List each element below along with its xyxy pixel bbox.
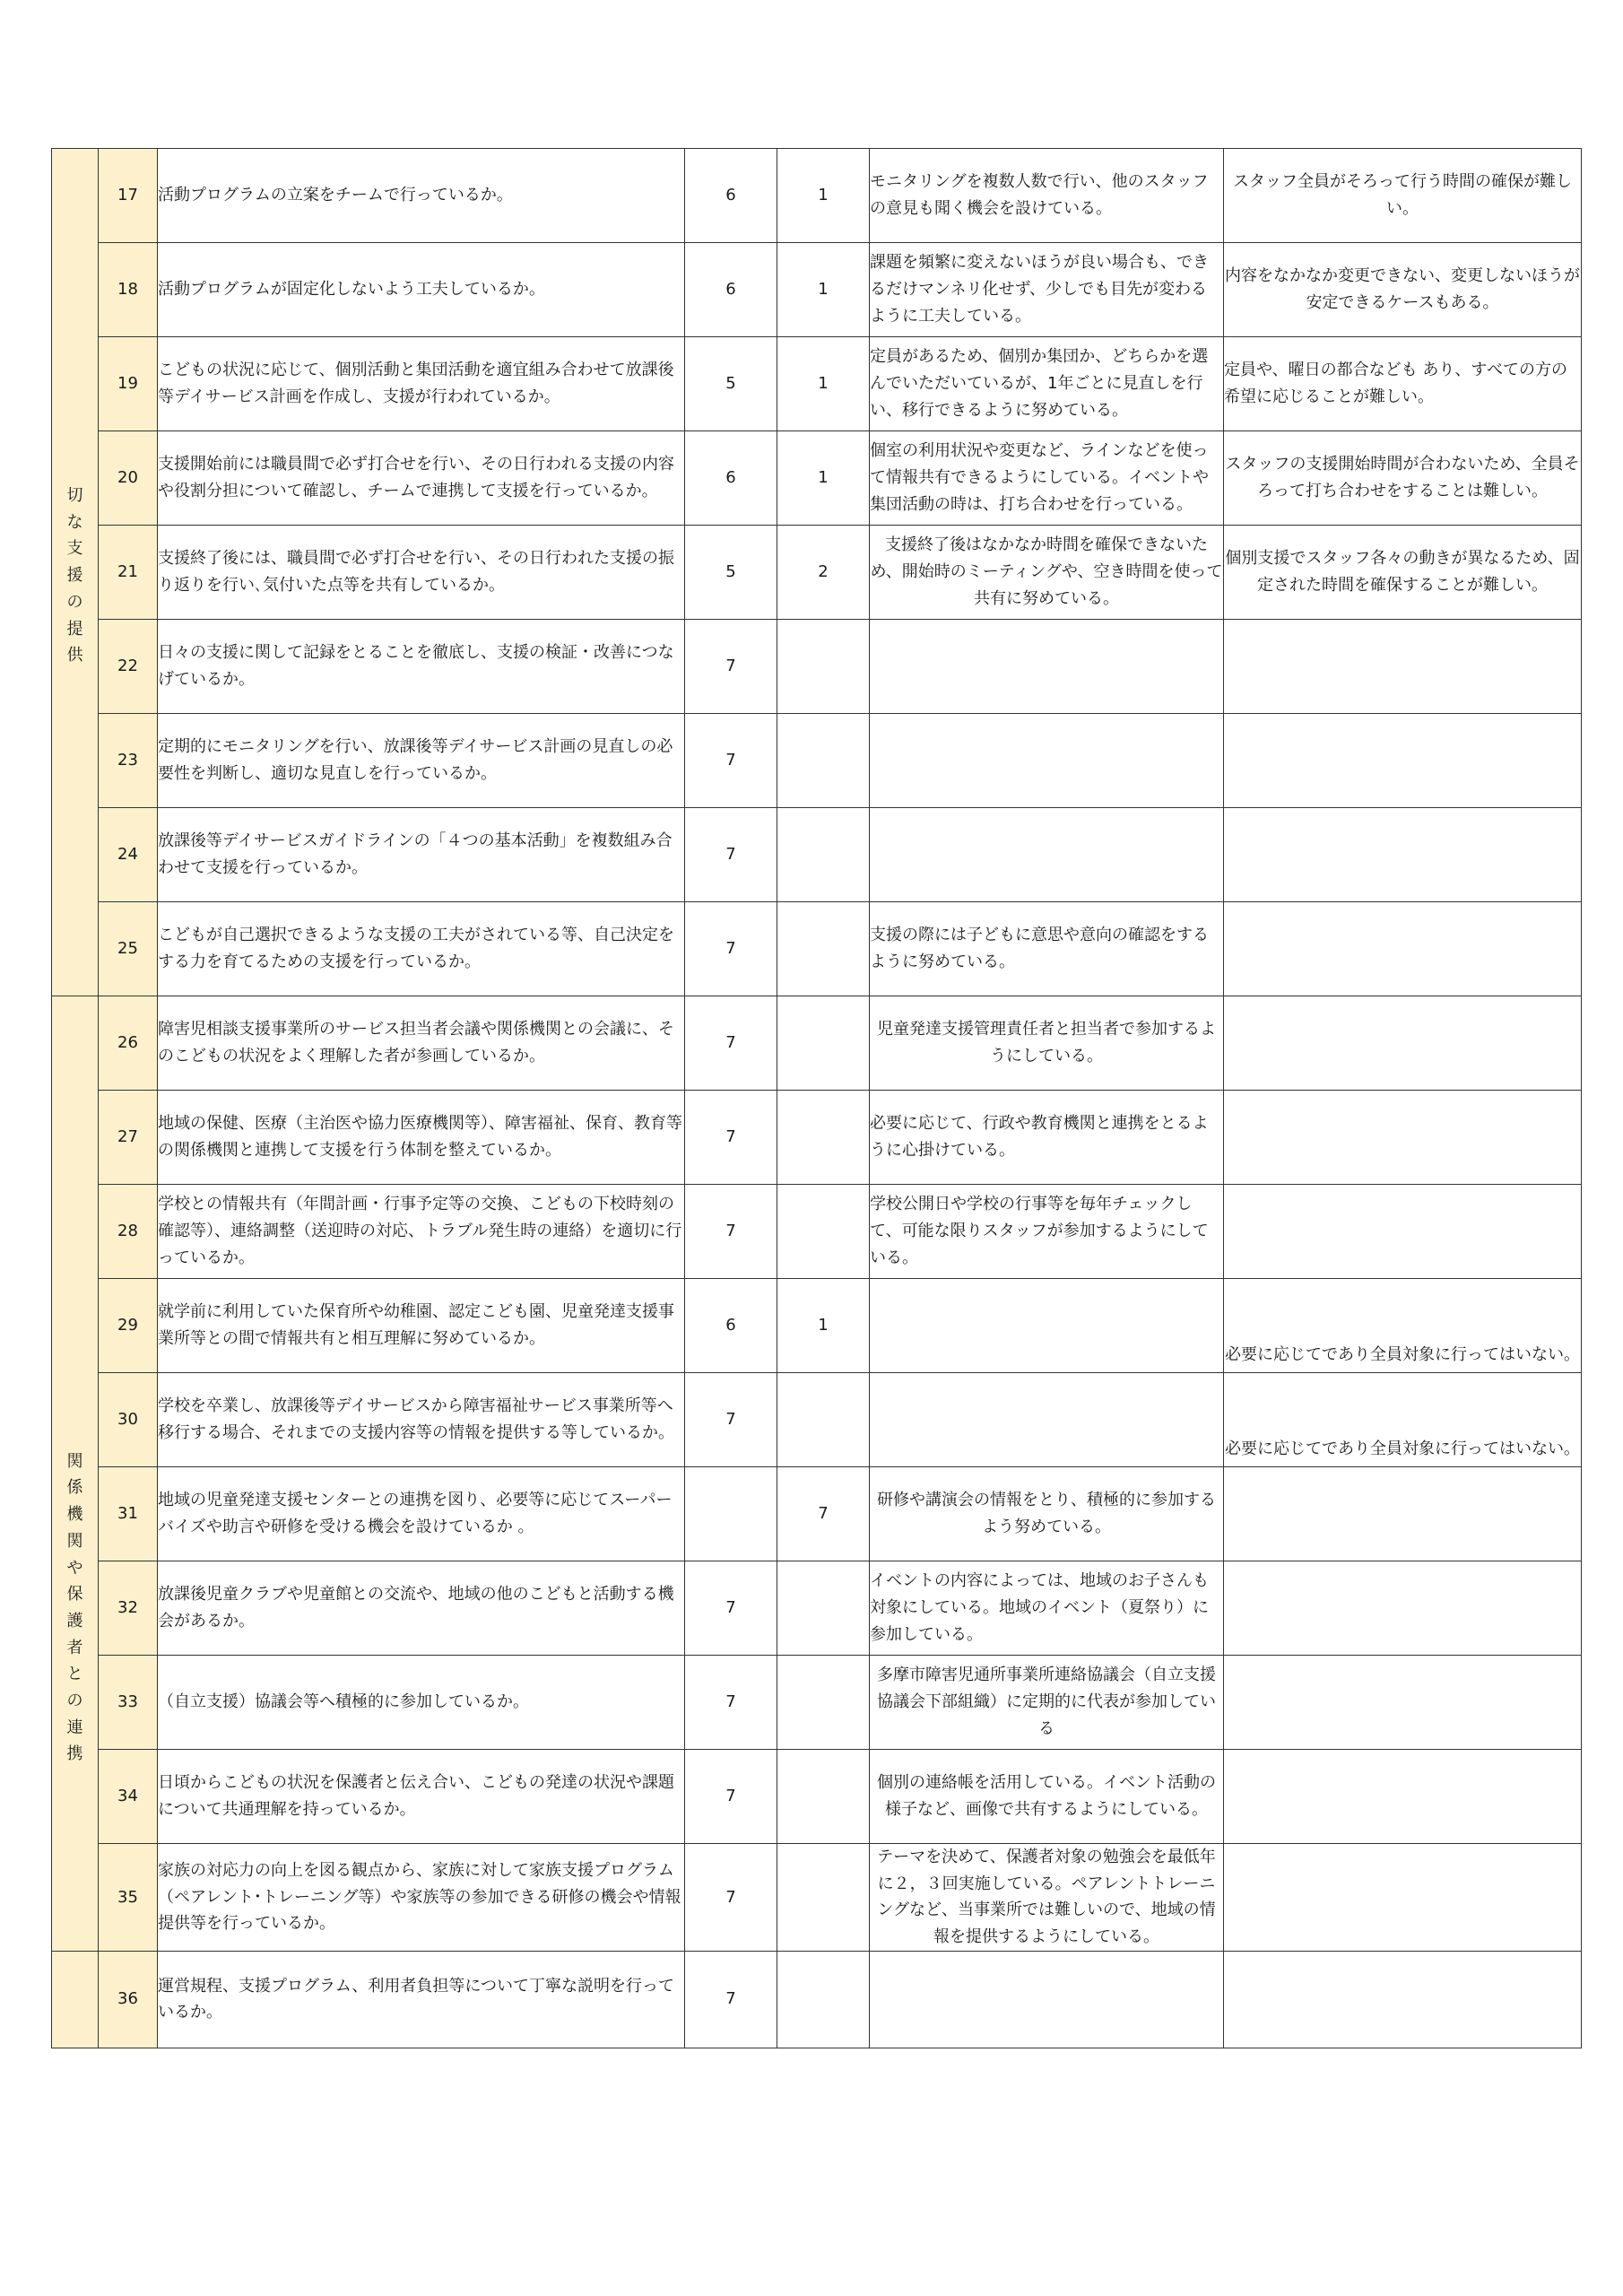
effort-text: 支援の際には子どもに意思や意向の確認をするように努めている。 [870, 902, 1224, 996]
row-number: 36 [99, 1951, 158, 2048]
issue-text [1224, 1951, 1582, 2048]
row-number: 17 [99, 149, 158, 243]
issue-text: 必要に応じてであり全員対象に行ってはいない。 [1224, 1373, 1582, 1467]
item-text: 支援終了後には、職員間で必ず打合せを行い、その日行われた支援の振り返りを行い､気付いた点等を共有しているか。 [158, 526, 685, 620]
item-text: 活動プログラムの立案をチームで行っているか。 [158, 149, 685, 243]
row-number: 21 [99, 526, 158, 620]
row-number: 26 [99, 996, 158, 1091]
yes-count: 7 [685, 1185, 777, 1279]
item-text: こどもが自己選択できるような支援の工夫がされている等、自己決定をする力を育てるための支援を行っているか。 [158, 902, 685, 996]
no-count [777, 620, 870, 714]
effort-text: 児童発達支援管理責任者と担当者で参加するようにしている。 [870, 996, 1224, 1091]
no-count [777, 1091, 870, 1185]
category-next [52, 1951, 99, 2048]
row-number: 24 [99, 808, 158, 902]
item-text: 障害児相談支援事業所のサービス担当者会議や関係機関との会議に、そのこどもの状況をよく理解した者が参画しているか。 [158, 996, 685, 1091]
yes-count: 5 [685, 526, 777, 620]
yes-count: 6 [685, 1279, 777, 1373]
table-row [52, 1844, 1582, 1952]
effort-text: 個室の利用状況や変更など、ラインなどを使って情報共有できるようにしている。イベントや集団活動の時は、打ち合わせを行っている。 [870, 431, 1224, 526]
self-evaluation-table [51, 148, 1582, 2048]
row-number: 29 [99, 1279, 158, 1373]
effort-text: 学校公開日や学校の行事等を毎年チェックして、可能な限りスタッフが参加するようにしている。 [870, 1185, 1224, 1279]
table-row [52, 1279, 1582, 1373]
no-count: 1 [777, 149, 870, 243]
effort-text [870, 1279, 1224, 1373]
no-count [777, 1844, 870, 1952]
table-row [52, 337, 1582, 431]
issue-text: スタッフの支援開始時間が合わないため、全員そろって打ち合わせをすることは難しい。 [1224, 431, 1582, 526]
effort-text [870, 620, 1224, 714]
category-relations [52, 996, 99, 1952]
row-number: 23 [99, 714, 158, 808]
table-row [52, 1467, 1582, 1561]
row-number: 20 [99, 431, 158, 526]
effort-text [870, 714, 1224, 808]
table-row [52, 1561, 1582, 1656]
effort-text [870, 1951, 1224, 2048]
yes-count: 7 [685, 996, 777, 1091]
yes-count: 7 [685, 714, 777, 808]
issue-text [1224, 1656, 1582, 1750]
category-support [52, 149, 99, 996]
effort-text: 個別の連絡帳を活用している。イベント活動の様子など、画像で共有するようにしている。 [870, 1750, 1224, 1844]
table-row [52, 149, 1582, 243]
issue-text: 定員や、曜日の都合なども あり、すべての方の希望に応じることが難しい。 [1224, 337, 1582, 431]
issue-text: スタッフ全員がそろって行う時間の確保が難しい。 [1224, 149, 1582, 243]
issue-text [1224, 1561, 1582, 1656]
item-text: 支援開始前には職員間で必ず打合せを行い、その日行われる支援の内容や役割分担について確認し、チームで連携して支援を行っているか。 [158, 431, 685, 526]
table-row [52, 1656, 1582, 1750]
item-text: 地域の保健、医療（主治医や協力医療機関等）、障害福祉、保育、教育等の関係機関と連携して支援を行う体制を整えているか。 [158, 1091, 685, 1185]
issue-text [1224, 902, 1582, 996]
yes-count: 7 [685, 1951, 777, 2048]
yes-count: 6 [685, 149, 777, 243]
no-count: 2 [777, 526, 870, 620]
no-count [777, 996, 870, 1091]
item-text: 家族の対応力の向上を図る観点から、家族に対して家族支援プログラム（ペアレント･トレーニング等）や家族等の参加できる研修の機会や情報提供等を行っているか。 [158, 1844, 685, 1952]
row-number: 33 [99, 1656, 158, 1750]
table-row [52, 714, 1582, 808]
item-text: 放課後等デイサービスガイドラインの「４つの基本活動」を複数組み合わせて支援を行っているか。 [158, 808, 685, 902]
effort-text: テーマを決めて、保護者対象の勉強会を最低年に２，３回実施している。ペアレントトレーニングなど、当事業所では難しいので、地域の情報を提供するようにしている。 [870, 1844, 1224, 1952]
item-text: 学校を卒業し、放課後等デイサービスから障害福祉サービス事業所等へ移行する場合、それまでの支援内容等の情報を提供する等しているか。 [158, 1373, 685, 1467]
yes-count: 7 [685, 1750, 777, 1844]
table-row [52, 1373, 1582, 1467]
item-text: こどもの状況に応じて、個別活動と集団活動を適宜組み合わせて放課後等デイサービス計画を作成し、支援が行われているか。 [158, 337, 685, 431]
issue-text [1224, 1467, 1582, 1561]
item-text: 日々の支援に関して記録をとることを徹底し、支援の検証・改善につなげているか。 [158, 620, 685, 714]
item-text: （自立支援）協議会等へ積極的に参加しているか。 [158, 1656, 685, 1750]
item-text: 地域の児童発達支援センターとの連携を図り、必要等に応じてスーパーバイズや助言や研修を受ける機会を設けているか 。 [158, 1467, 685, 1561]
effort-text [870, 808, 1224, 902]
yes-count: 7 [685, 1844, 777, 1952]
row-number: 31 [99, 1467, 158, 1561]
issue-text [1224, 808, 1582, 902]
table-row [52, 243, 1582, 337]
no-count: 1 [777, 337, 870, 431]
effort-text: 定員があるため、個別か集団か、どちらかを選んでいただいているが、1年ごとに見直しを行い、移行できるように努めている。 [870, 337, 1224, 431]
issue-text [1224, 714, 1582, 808]
row-number: 30 [99, 1373, 158, 1467]
no-count [777, 1951, 870, 2048]
table-row [52, 808, 1582, 902]
item-text: 放課後児童クラブや児童館との交流や、地域の他のこどもと活動する機会があるか。 [158, 1561, 685, 1656]
row-number: 32 [99, 1561, 158, 1656]
effort-text: モニタリングを複数人数で行い、他のスタッフの意見も聞く機会を設けている。 [870, 149, 1224, 243]
table-row [52, 431, 1582, 526]
issue-text [1224, 1091, 1582, 1185]
issue-text [1224, 620, 1582, 714]
row-number: 18 [99, 243, 158, 337]
table-row [52, 996, 1582, 1091]
table-row [52, 620, 1582, 714]
item-text: 定期的にモニタリングを行い、放課後等デイサービス計画の見直しの必要性を判断し、適切な見直しを行っているか。 [158, 714, 685, 808]
table-row [52, 526, 1582, 620]
effort-text: 多摩市障害児通所事業所連絡協議会（自立支援協議会下部組織）に定期的に代表が参加している [870, 1656, 1224, 1750]
no-count [777, 1656, 870, 1750]
issue-text [1224, 1750, 1582, 1844]
yes-count: 7 [685, 1561, 777, 1656]
yes-count: 5 [685, 337, 777, 431]
table-row [52, 1750, 1582, 1844]
no-count: 1 [777, 431, 870, 526]
table-row [52, 902, 1582, 996]
item-text: 運営規程、支援プログラム、利用者負担等について丁寧な説明を行っているか。 [158, 1951, 685, 2048]
row-number: 28 [99, 1185, 158, 1279]
issue-text: 個別支援でスタッフ各々の動きが異なるため、固定された時間を確保することが難しい。 [1224, 526, 1582, 620]
no-count [777, 902, 870, 996]
category-relations-label: 関 係 機 関 や 保 護 者 と の 連 携 [66, 1451, 83, 1764]
row-number: 35 [99, 1844, 158, 1952]
row-number: 19 [99, 337, 158, 431]
no-count [777, 714, 870, 808]
row-number: 25 [99, 902, 158, 996]
effort-text: 支援終了後はなかなか時間を確保できないため、開始時のミーティングや、空き時間を使って共有に努めている。 [870, 526, 1224, 620]
item-text: 日頃からこどもの状況を保護者と伝え合い、こどもの発達の状況や課題について共通理解を持っているか。 [158, 1750, 685, 1844]
effort-text [870, 1373, 1224, 1467]
yes-count: 7 [685, 620, 777, 714]
row-number: 22 [99, 620, 158, 714]
no-count [777, 1185, 870, 1279]
no-count: 7 [777, 1467, 870, 1561]
issue-text [1224, 996, 1582, 1091]
table-row [52, 1091, 1582, 1185]
effort-text: 研修や講演会の情報をとり、積極的に参加するよう努めている。 [870, 1467, 1224, 1561]
table-row [52, 1185, 1582, 1279]
yes-count: 7 [685, 902, 777, 996]
no-count: 1 [777, 1279, 870, 1373]
table-body [52, 149, 1582, 2048]
yes-count: 7 [685, 808, 777, 902]
yes-count: 6 [685, 243, 777, 337]
no-count [777, 808, 870, 902]
table-row [52, 1951, 1582, 2048]
yes-count [685, 1467, 777, 1561]
category-support-label: 切 な 支 援 の 提 供 [66, 486, 83, 665]
row-number: 34 [99, 1750, 158, 1844]
effort-text: 課題を頻繁に変えないほうが良い場合も、できるだけマンネリ化せず、少しでも目先が変わるように工夫している。 [870, 243, 1224, 337]
no-count [777, 1561, 870, 1656]
yes-count: 7 [685, 1373, 777, 1467]
no-count [777, 1373, 870, 1467]
issue-text [1224, 1844, 1582, 1952]
issue-text: 内容をなかなか変更できない、変更しないほうが安定できるケースもある。 [1224, 243, 1582, 337]
yes-count: 6 [685, 431, 777, 526]
yes-count: 7 [685, 1656, 777, 1750]
effort-text: イベントの内容によっては、地域のお子さんも対象にしている。地域のイベント（夏祭り）に参加している。 [870, 1561, 1224, 1656]
item-text: 活動プログラムが固定化しないよう工夫しているか。 [158, 243, 685, 337]
no-count [777, 1750, 870, 1844]
row-number: 27 [99, 1091, 158, 1185]
issue-text [1224, 1185, 1582, 1279]
issue-text: 必要に応じてであり全員対象に行ってはいない。 [1224, 1279, 1582, 1373]
item-text: 学校との情報共有（年間計画・行事予定等の交換、こどもの下校時刻の確認等）、連絡調整（送迎時の対応、トラブル発生時の連絡）を適切に行っているか。 [158, 1185, 685, 1279]
yes-count: 7 [685, 1091, 777, 1185]
no-count: 1 [777, 243, 870, 337]
item-text: 就学前に利用していた保育所や幼稚園、認定こども園、児童発達支援事業所等との間で情報共有と相互理解に努めているか。 [158, 1279, 685, 1373]
effort-text: 必要に応じて、行政や教育機関と連携をとるように心掛けている。 [870, 1091, 1224, 1185]
